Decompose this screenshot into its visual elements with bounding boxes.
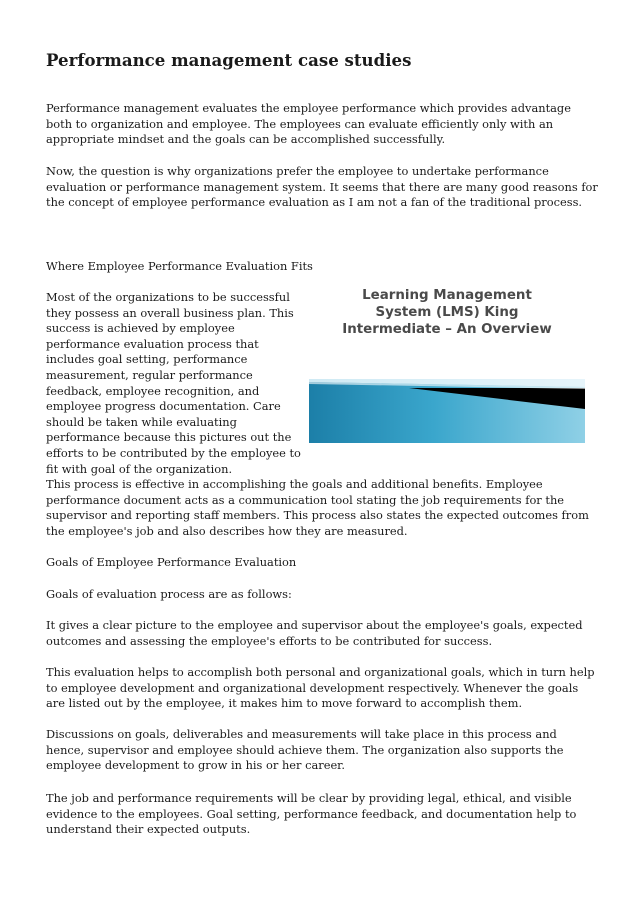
lms-overview-image — [309, 283, 585, 443]
document-title: Performance management case studies — [46, 50, 412, 70]
goal-paragraph-4: The job and performance requirements will be clear by providing legal, ethical, and visible evidence to the employees. Goal setting, performance feedback, and documentation help to understand their expected outputs. — [46, 791, 577, 837]
goal-paragraph-1: It gives a clear picture to the employee and supervisor about the employee's goals, expected outcomes and assessing the employee's efforts to be contributed for success. — [46, 618, 583, 648]
image-title-line: Learning Management — [362, 288, 532, 303]
image-title — [309, 287, 585, 338]
goals-heading: Goals of Employee Performance Evaluation — [46, 555, 297, 569]
goals-intro: Goals of evaluation process are as follows: — [46, 587, 292, 601]
image-title-line: Intermediate – An Overview — [342, 322, 552, 337]
intro-paragraph-1: Performance management evaluates the employee performance which provides advantage both to organization and employee. The employees can evaluate efficiently only with an appropriate mindset and the goals can be accomplished successfully. — [46, 101, 571, 147]
fits-heading: Where Employee Performance Evaluation Fits — [46, 259, 313, 273]
blue-band-graphic — [309, 379, 585, 443]
effective-paragraph: This process is effective in accomplishing the goals and additional benefits. Employee performance document acts as a communication tool stating the job requirements for the supervisor and reporting staff members. This process also states the expected outcomes from the employee's job and also describes how they are measured. — [46, 477, 589, 538]
intro-paragraph-2: Now, the question is why organizations prefer the employee to undertake performance evaluation or performance management system. It seems that there are many good reasons for the concept of employee performance evaluation as I am not a fan of the traditional process. — [46, 164, 598, 210]
goal-paragraph-2: This evaluation helps to accomplish both personal and organizational goals, which in turn help to employee development and organizational development respectively. Whenever the goals are listed out by the employee, it makes him to move forward to accomplish them. — [46, 665, 595, 711]
fits-paragraph: Most of the organizations to be successful they possess an overall business plan. This success is achieved by employee performance evaluation process that includes goal setting, performance measurement, regular performance feedback, employee recognition, and employee progress documentation. Care should be taken while evaluating performance because this pictures out the efforts to be contributed by the employee to fit with goal of the organization. — [46, 290, 301, 476]
goal-paragraph-3: Discussions on goals, deliverables and measurements will take place in this process and hence, supervisor and employee should achieve them. The organization also supports the employee development to grow in his or her career. — [46, 727, 564, 773]
image-title-line: System (LMS) King — [375, 305, 519, 320]
